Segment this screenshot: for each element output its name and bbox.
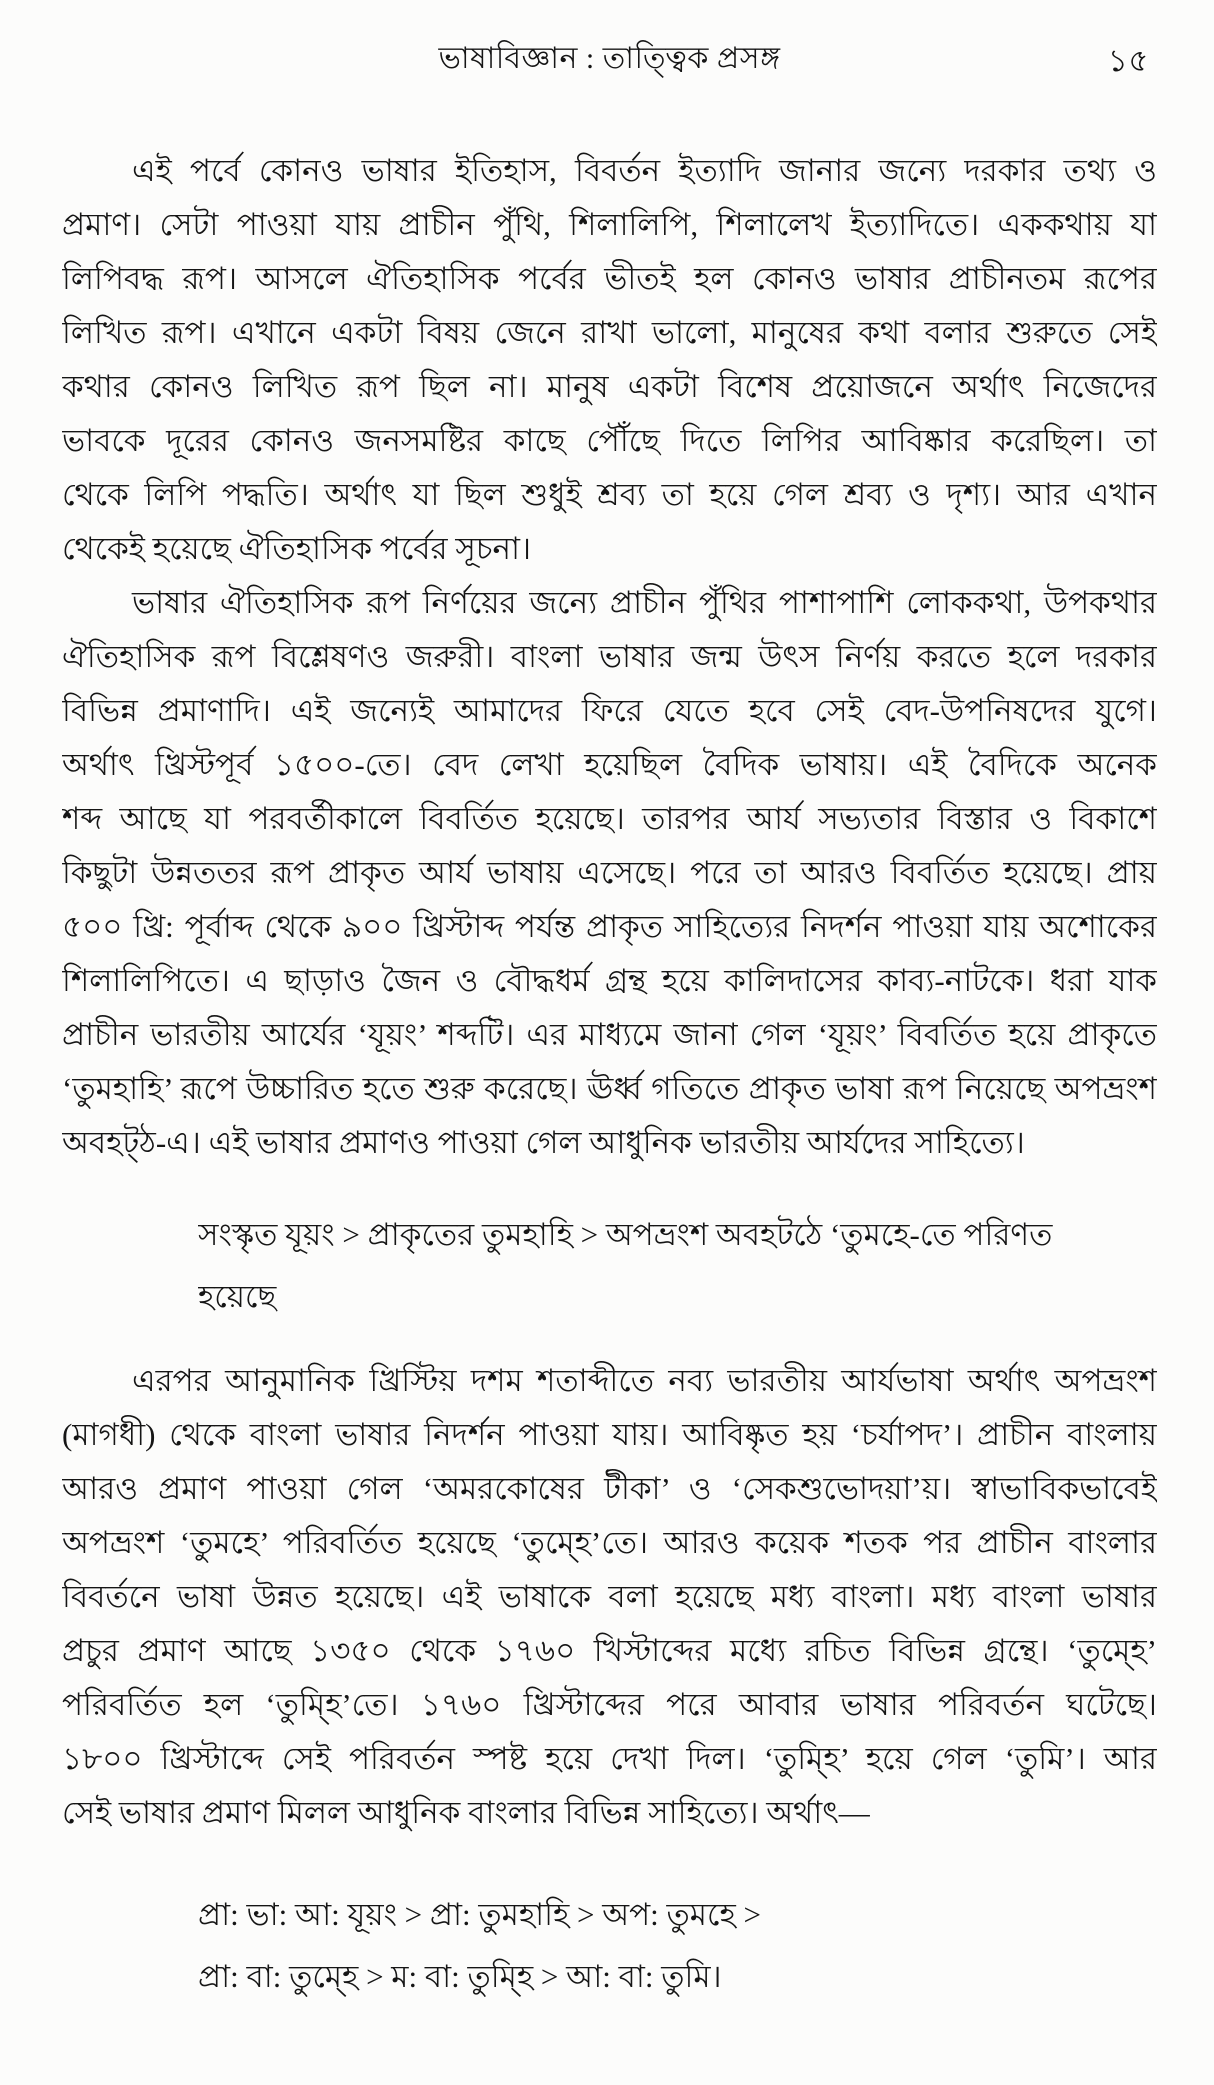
text-line: থেকে লিপি পদ্ধতি। অর্থাৎ যা ছিল শুধুই শ্রব্য তা হয়ে গেল শ্রব্য ও দৃশ্য। আর এখান xyxy=(62,477,1157,512)
derivation-example-2 xyxy=(198,1884,1157,2008)
text-line: এই পর্বে কোনও ভাষার ইতিহাস, বিবর্তন ইত্যাদি জানার জন্যে দরকার তথ্য ও xyxy=(132,153,1157,188)
text-line: সেই ভাষার প্রমাণ মিলল আধুনিক বাংলার বিভিন্ন সাহিত্যে। অর্থাৎ— xyxy=(62,1795,870,1830)
text-line: প্রাচীন ভারতীয় আর্যের ‘যূয়ং’ শব্দটি। এর মাধ্যমে জানা গেল ‘যূয়ং’ বিবর্তিত হয়ে প্রাকৃতে xyxy=(62,1017,1157,1052)
derivation-example-1 xyxy=(198,1204,1157,1328)
text-line: এরপর আনুমানিক খ্রিস্টিয় দশম শতাব্দীতে নব্য ভারতীয় আর্যভাষা অর্থাৎ অপভ্রংশ xyxy=(132,1363,1157,1398)
text-line: বিবর্তনে ভাষা উন্নত হয়েছে। এই ভাষাকে বলা হয়েছে মধ্য বাংলা। মধ্য বাংলা ভাষার xyxy=(62,1579,1157,1614)
text-line: আরও প্রমাণ পাওয়া গেল ‘অমরকোষের টীকা’ ও ‘সেকশুভোদয়া’য়। স্বাভাবিকভাবেই xyxy=(62,1471,1157,1506)
text-line: অবহট্ঠ-এ। এই ভাষার প্রমাণও পাওয়া গেল আধুনিক ভারতীয় আর্যদের সাহিত্যে। xyxy=(62,1125,1025,1160)
text-line: প্রচুর প্রমাণ আছে ১৩৫০ থেকে ১৭৬০ খিস্টাব্দের মধ্যে রচিত বিভিন্ন গ্রন্থে। ‘তুম্হে’ xyxy=(62,1633,1157,1668)
text-line: শব্দ আছে যা পরবর্তীকালে বিবর্তিত হয়েছে। তারপর আর্য সভ্যতার বিস্তার ও বিকাশে xyxy=(62,801,1157,836)
text-line: হয়েছে xyxy=(198,1279,277,1314)
text-line: ১৮০০ খ্রিস্টাব্দে সেই পরিবর্তন স্পষ্ট হয়ে দেখা দিল। ‘তুম্হি’ হয়ে গেল ‘তুমি’। আর xyxy=(62,1741,1157,1776)
text-line: ভাবকে দূরের কোনও জনসমষ্টির কাছে পৌঁছে দিতে লিপির আবিষ্কার করেছিল। তা xyxy=(62,423,1157,458)
text-line: কথার কোনও লিখিত রূপ ছিল না। মানুষ একটা বিশেষ প্রয়োজনে অর্থাৎ নিজেদের xyxy=(62,369,1157,404)
text-line: পরিবর্তিত হল ‘তুম্হি’তে। ১৭৬০ খ্রিস্টাব্দের পরে আবার ভাষার পরিবর্তন ঘটেছে। xyxy=(62,1687,1157,1722)
text-line: ‘তুমহাহি’ রূপে উচ্চারিত হতে শুরু করেছে। ঊর্ধ্ব গতিতে প্রাকৃত ভাষা রূপ নিয়েছে অপভ্রংশ xyxy=(62,1071,1157,1106)
paragraph-1 xyxy=(62,144,1157,576)
text-line: শিলালিপিতে। এ ছাড়াও জৈন ও বৌদ্ধধর্ম গ্রন্থ হয়ে কালিদাসের কাব্য-নাটকে। ধরা যাক xyxy=(62,963,1157,998)
text-line: সংস্কৃত যূয়ং > প্রাকৃতের তুমহাহি > অপভ্রংশ অবহটঠে ‘তুমহে-তে পরিণত xyxy=(198,1217,1053,1252)
text-line: অপভ্রংশ ‘তুমহে’ পরিবর্তিত হয়েছে ‘তুম্হে’তে। আরও কয়েক শতক পর প্রাচীন বাংলার xyxy=(62,1525,1157,1560)
text-line: প্রা: বা: তুম্হে > ম: বা: তুম্হি > আ: বা: তুমি। xyxy=(198,1959,722,1994)
text-line: কিছুটা উন্নততর রূপ প্রাকৃত আর্য ভাষায় এসেছে। পরে তা আরও বিবর্তিত হয়েছে। প্রায় xyxy=(62,855,1157,890)
paragraph-2 xyxy=(62,576,1157,1170)
text-line: প্রমাণ। সেটা পাওয়া যায় প্রাচীন পুঁথি, শিলালিপি, শিলালেখ ইত্যাদিতে। এককথায় যা xyxy=(62,207,1157,242)
text-line: ঐতিহাসিক রূপ বিশ্লেষণও জরুরী। বাংলা ভাষার জন্ম উৎস নির্ণয় করতে হলে দরকার xyxy=(62,639,1157,674)
text-line: ৫০০ খ্রি: পূর্বাব্দ থেকে ৯০০ খ্রিস্টাব্দ পর্যন্ত প্রাকৃত সাহিত্যের নিদর্শন পাওয়া যায় অশোকের xyxy=(62,909,1157,944)
text-line: অর্থাৎ খ্রিস্টপূর্ব ১৫০০-তে। বেদ লেখা হয়েছিল বৈদিক ভাষায়। এই বৈদিকে অনেক xyxy=(62,747,1157,782)
page-number: ১৫ xyxy=(1107,43,1149,78)
text-line: (মাগধী) থেকে বাংলা ভাষার নিদর্শন পাওয়া যায়। আবিষ্কৃত হয় ‘চর্যাপদ’। প্রাচীন বাংলায় xyxy=(62,1417,1157,1452)
text-line: লিপিবদ্ধ রূপ। আসলে ঐতিহাসিক পর্বের ভীতই হল কোনও ভাষার প্রাচীনতম রূপের xyxy=(62,261,1157,296)
paragraph-3 xyxy=(62,1354,1157,1840)
running-header xyxy=(62,36,1157,82)
page-body xyxy=(62,144,1157,2008)
text-line: প্রা: ভা: আ: যূয়ং > প্রা: তুমহাহি > অপ: তুমহে > xyxy=(198,1897,761,1932)
text-line: থেকেই হয়েছে ঐতিহাসিক পর্বের সূচনা। xyxy=(62,531,532,566)
text-line: বিভিন্ন প্রমাণাদি। এই জন্যেই আমাদের ফিরে যেতে হবে সেই বেদ-উপনিষদের যুগে। xyxy=(62,693,1157,728)
page-title: ভাষাবিজ্ঞান : তাত্ত্বিক প্রসঙ্গ xyxy=(438,42,781,75)
text-line: ভাষার ঐতিহাসিক রূপ নির্ণয়ের জন্যে প্রাচীন পুঁথির পাশাপাশি লোককথা, উপকথার xyxy=(132,585,1157,620)
text-line: লিখিত রূপ। এখানে একটা বিষয় জেনে রাখা ভালো, মানুষের কথা বলার শুরুতে সেই xyxy=(62,315,1157,350)
